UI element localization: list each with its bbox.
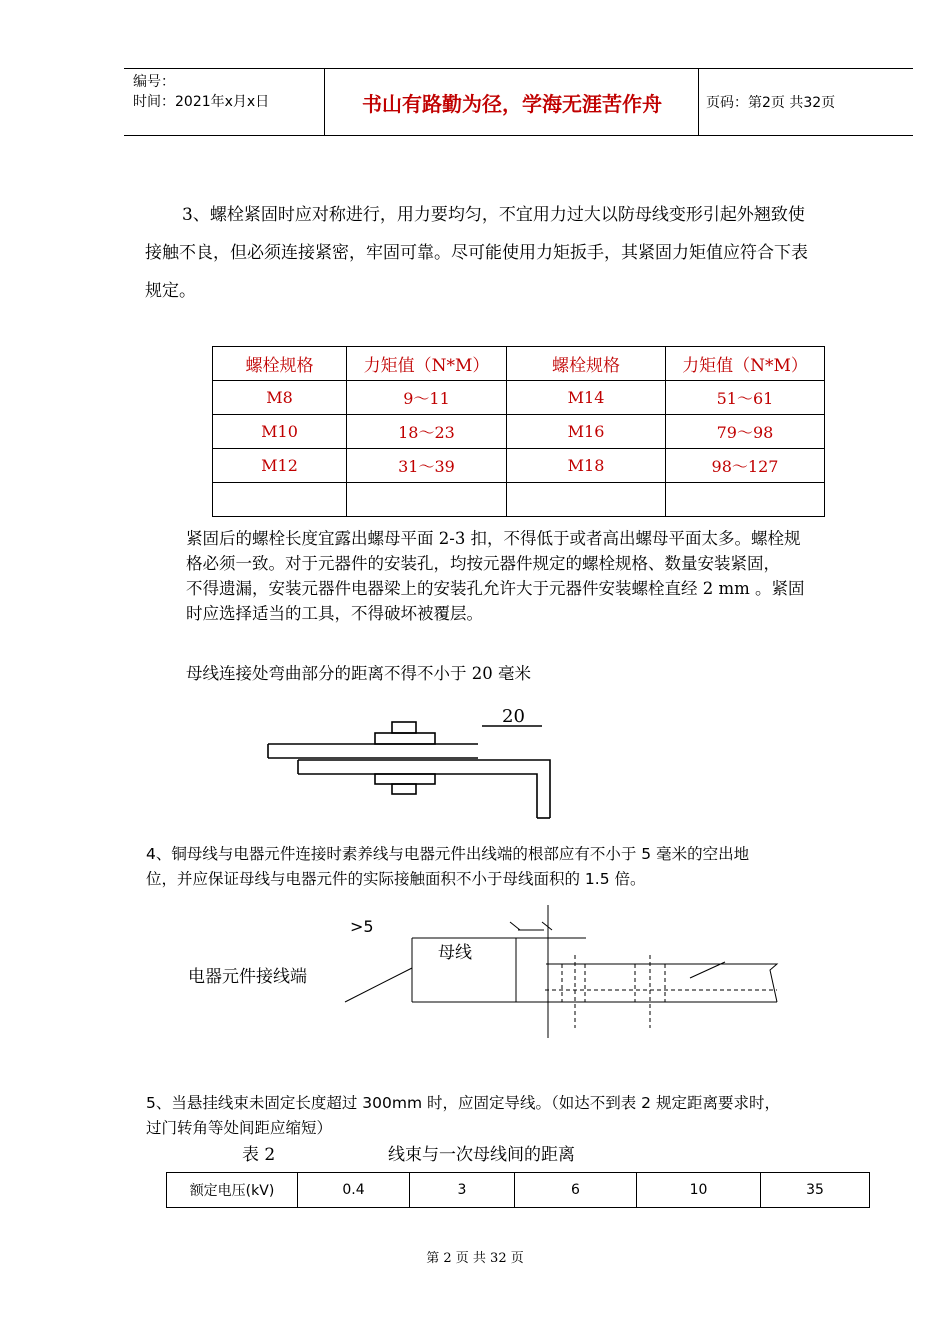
table-row <box>213 415 825 449</box>
table-cell <box>347 483 507 517</box>
table-cell: M14 <box>507 381 666 415</box>
page-footer: 第 2 页 共 32 页 <box>426 1251 524 1266</box>
table-cell: 35 <box>761 1173 870 1208</box>
bolt-para-line1: 紧固后的螺栓长度宜露出螺母平面 2-3 扣，不得低于或者高出螺母平面太多。螺栓规 <box>186 529 801 548</box>
table-cell: 31～39 <box>347 449 507 483</box>
bolt-para-line4: 时应选择适当的工具，不得破坏被覆层。 <box>186 604 483 623</box>
table-cell: 3 <box>410 1173 515 1208</box>
table2-number: 表 2 <box>242 1145 276 1165</box>
header-motto: 书山有路勤为径，学海无涯苦作舟 <box>362 91 662 116</box>
table-cell: M16 <box>507 415 666 449</box>
table-header-cell: 螺栓规格 <box>507 347 666 381</box>
bolt-para-line2: 格必须一致。对于元器件的安装孔，均按元器件规定的螺栓规格、数量安装紧固， <box>186 554 780 573</box>
header-code-label: 编号： <box>133 74 175 90</box>
terminal-label: 电器元件接线端 <box>188 967 307 987</box>
table-row <box>213 449 825 483</box>
table-cell: 18～23 <box>347 415 507 449</box>
dimension-20-label: 20 <box>502 706 525 727</box>
header-page-label: 页码：第2页 共32页 <box>706 95 836 111</box>
bolt-para-line3: 不得遗漏，安装元器件电器梁上的安装孔允许大于元器件安装螺栓直经 2 mm 。紧固 <box>186 579 805 598</box>
table-cell: M18 <box>507 449 666 483</box>
gap-label: >5 <box>350 917 374 936</box>
table-cell: M10 <box>213 415 347 449</box>
table-cell: 10 <box>637 1173 761 1208</box>
table-cell: 79～98 <box>666 415 825 449</box>
para3-line2: 接触不良，但必须连接紧密，牢固可靠。尽可能使用力矩扳手，其紧固力矩值应符合下表 <box>145 243 808 263</box>
bend-note: 母线连接处弯曲部分的距离不得不小于 20 毫米 <box>186 664 531 683</box>
distance-table <box>166 1172 870 1208</box>
para4-line2: 位，并应保证母线与电器元件的实际接触面积不小于母线面积的 1.5 倍。 <box>146 870 646 888</box>
table-header-row <box>213 347 825 381</box>
busbar-terminal-figure <box>180 900 780 1045</box>
para3-line3: 规定。 <box>145 281 196 301</box>
para4-line1: 4、铜母线与电器元件连接时素养线与电器元件出线端的根部应有不小于 5 毫米的空出地 <box>146 845 750 863</box>
table-cell: 0.4 <box>298 1173 410 1208</box>
table-header-cell: 力矩值（N*M） <box>347 347 507 381</box>
table-row <box>213 483 825 517</box>
table-cell <box>507 483 666 517</box>
para5-line2: 过门转角等处间距应缩短） <box>146 1119 333 1137</box>
table-row <box>167 1173 870 1208</box>
table-cell: 98～127 <box>666 449 825 483</box>
table-header-cell: 力矩值（N*M） <box>666 347 825 381</box>
table-cell: M12 <box>213 449 347 483</box>
table-row <box>213 381 825 415</box>
para3-line1: 3、螺栓紧固时应对称进行，用力要均匀，不宜用力过大以防母线变形引起外翘致使 <box>182 205 805 225</box>
table-cell: M8 <box>213 381 347 415</box>
table-header-cell: 螺栓规格 <box>213 347 347 381</box>
torque-table <box>212 346 825 517</box>
table-cell: 额定电压(kV) <box>167 1173 298 1208</box>
table-cell: 51～61 <box>666 381 825 415</box>
header-divider-1 <box>324 68 325 135</box>
table-cell <box>213 483 347 517</box>
para5-line1: 5、当悬挂线束未固定长度超过 300mm 时，应固定导线。（如达不到表 2 规定距离要求时， <box>146 1094 780 1112</box>
header-time-label: 时间：2021年x月x日 <box>133 94 270 110</box>
table2-title: 线束与一次母线间的距离 <box>388 1145 575 1165</box>
table-cell <box>666 483 825 517</box>
busbar-joint-figure <box>260 700 580 825</box>
table-cell: 6 <box>515 1173 637 1208</box>
header-top-rule <box>124 68 913 69</box>
header-meta <box>133 72 269 112</box>
table-cell: 9～11 <box>347 381 507 415</box>
header-bottom-rule <box>124 135 913 136</box>
header-divider-2 <box>698 68 699 135</box>
busbar-label: 母线 <box>438 943 472 963</box>
